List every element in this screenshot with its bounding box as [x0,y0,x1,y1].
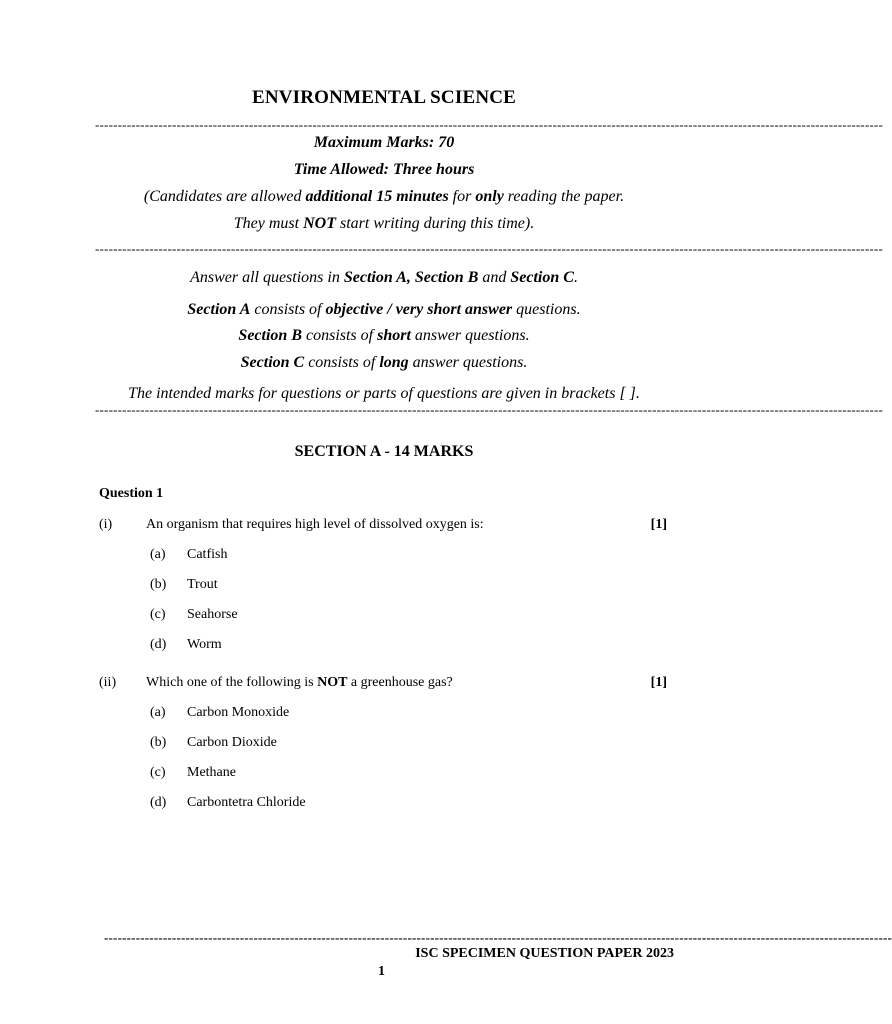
page-number: 1 [378,964,385,979]
option-text: Trout [187,577,218,592]
option-label: (c) [150,607,166,622]
option-label: (b) [150,735,167,750]
item-number: (i) [99,517,113,532]
option-text: Worm [187,637,222,652]
footer-title: ISC SPECIMEN QUESTION PAPER 2023 [415,946,674,961]
divider: ------------------------------------------------------------------------------------------------------------------------------------------------------------------------------ [95,117,884,132]
option-text: Methane [187,765,236,780]
instruction-marks-brackets: The intended marks for questions or parts of questions are given in brackets [ ]. [128,385,640,402]
question-text: Which one of the following is NOT a greenhouse gas? [146,675,453,690]
section-a-heading: SECTION A - 14 MARKS [294,443,474,460]
option-label: (d) [150,637,167,652]
paper-title: ENVIRONMENTAL SCIENCE [251,87,517,108]
instruction-section-c: Section C consists of long answer questions. [240,354,528,371]
writing-restriction-note: They must NOT start writing during this time). [233,215,535,232]
option-text: Seahorse [187,607,238,622]
divider: ------------------------------------------------------------------------------------------------------------------------------------------------------------------------------ [95,241,884,256]
question-label: Question 1 [99,486,164,501]
option-label: (c) [150,765,166,780]
option-label: (b) [150,577,167,592]
divider: ------------------------------------------------------------------------------------------------------------------------------------------------------------------------------ [95,402,884,417]
option-label: (d) [150,795,167,810]
option-text: Carbontetra Chloride [187,795,306,810]
footer-divider: ------------------------------------------------------------------------------------------------------------------------------------------------------------------------------ [104,930,892,945]
instruction-section-a: Section A consists of objective / very short answer questions. [187,301,581,318]
option-text: Carbon Monoxide [187,705,290,720]
option-text: Catfish [187,547,228,562]
option-label: (a) [150,705,166,720]
time-allowed: Time Allowed: Three hours [293,161,475,178]
reading-time-note: (Candidates are allowed additional 15 minutes for only reading the paper. [143,188,625,205]
option-text: Carbon Dioxide [187,735,277,750]
marks-badge: [1] [650,675,667,690]
marks-badge: [1] [650,517,667,532]
option-label: (a) [150,547,166,562]
maximum-marks: Maximum Marks: 70 [313,134,455,151]
item-number: (ii) [99,675,117,690]
instruction-section-b: Section B consists of short answer questions. [238,327,530,344]
question-text: An organism that requires high level of dissolved oxygen is: [146,517,484,532]
instruction-answer-all: Answer all questions in Section A, Section B and Section C. [190,269,578,286]
